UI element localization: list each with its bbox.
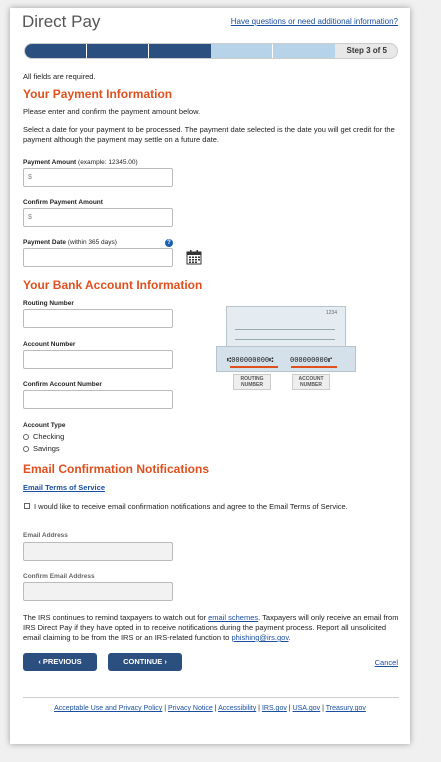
routing-number-label: Routing Number [23,300,74,307]
required-note: All fields are required. [23,72,96,81]
check-number: 1234 [325,310,337,316]
checking-radio[interactable] [23,434,29,440]
cancel-link[interactable]: Cancel [374,658,398,667]
footer-links: Acceptable Use and Privacy Policy | Privacy Notice | Accessibility | IRS.gov | USA.gov | Treasury.gov [54,705,366,712]
progress-bar [24,43,398,59]
checking-label: Checking [33,432,65,441]
routing-caption: ROUTING NUMBER [233,374,271,390]
account-type-checking[interactable] [23,432,64,441]
check-account-digits: 000000000⑈ [290,356,333,364]
payment-date-label [23,239,117,246]
direct-pay-card [10,8,410,744]
check-routing-digits: ⑆000000000⑆ [227,356,274,364]
progress-segment-2 [87,44,149,58]
continue-button[interactable]: CONTINUE › [108,653,182,671]
payment-date-note: Select a date for your payment to be processed. The payment date selected is the date you will get credit for the payment although the payment may settle on a future date. [23,125,395,144]
savings-radio[interactable] [23,446,29,452]
bank-heading: Your Bank Account Information [23,278,203,292]
confirm-account-number-input[interactable] [23,390,173,409]
account-type-savings[interactable] [23,444,60,453]
confirm-email-input[interactable] [23,582,173,601]
payment-amount-label [23,159,138,166]
phishing-warning [23,613,399,643]
savings-label: Savings [33,444,60,453]
account-number-input[interactable] [23,350,173,369]
confirm-payment-amount-label: Confirm Payment Amount [23,199,103,206]
check-line [235,329,335,330]
check-illustration [216,306,356,396]
footer-link-irs[interactable]: IRS.gov [261,705,287,712]
calendar-icon[interactable] [186,249,202,265]
step-label: Step 3 of 5 [346,46,387,55]
routing-number-input[interactable] [23,309,173,328]
progress-segment-3 [149,44,211,58]
payment-date-range-note: (within 365 days) [67,239,117,246]
email-consent-checkbox[interactable] [24,503,30,509]
payment-amount-input[interactable]: $ [23,168,173,187]
progress-segment-1 [25,44,87,58]
confirm-account-number-label: Confirm Account Number [23,381,102,388]
account-caption: ACCOUNT NUMBER [292,374,330,390]
previous-button[interactable]: ‹ PREVIOUS [23,653,97,671]
email-address-input[interactable] [23,542,173,561]
email-schemes-link[interactable]: email schemes [208,613,259,622]
progress-segment-4 [211,44,273,58]
phishing-email-link[interactable]: phishing@irs.gov [231,633,289,642]
footer-link-accessibility[interactable]: Accessibility [218,705,257,712]
payment-intro: Please enter and confirm the payment amount below. [23,107,201,116]
account-type-label: Account Type [23,422,66,429]
account-underline [291,366,337,368]
payment-date-input[interactable] [23,248,173,267]
routing-underline [230,366,278,368]
footer-link-usa[interactable]: USA.gov [292,705,321,712]
check-front [216,346,356,372]
payment-amount-label-text: Payment Amount [23,159,77,166]
check-line [235,339,335,340]
email-address-label: Email Address [23,532,68,539]
warning-text: . Taxpayers will only receive an email from IRS Direct Pay if they have opted in to receive notifications during the payment process. Report all unsolicited email claiming to be from the IRS or an IRS-related function to [23,613,399,642]
payment-heading: Your Payment Information [23,87,173,101]
payment-amount-example: (example: 12345.00) [78,159,138,166]
payment-date-label-text: Payment Date [23,239,66,246]
confirm-payment-amount-input[interactable]: $ [23,208,173,227]
email-heading: Email Confirmation Notifications [23,462,210,476]
footer-link-privacy-policy[interactable]: Acceptable Use and Privacy Policy [54,705,163,712]
help-icon[interactable]: ? [165,239,173,247]
help-link[interactable]: Have questions or need additional information? [230,17,398,26]
footer-divider [23,697,399,698]
warning-text: . [288,633,291,642]
footer-link-treasury[interactable]: Treasury.gov [325,705,366,712]
page-title: Direct Pay [22,12,101,31]
progress-segment-5 [273,44,335,58]
account-number-label: Account Number [23,341,76,348]
email-terms-link[interactable]: Email Terms of Service [23,483,105,492]
footer-link-privacy-notice[interactable]: Privacy Notice [168,705,213,712]
confirm-email-label: Confirm Email Address [23,573,95,580]
email-consent-text: I would like to receive email confirmation notifications and agree to the Email Terms of Service. [34,502,348,511]
warning-text: The IRS continues to remind taxpayers to watch out for [23,613,209,622]
